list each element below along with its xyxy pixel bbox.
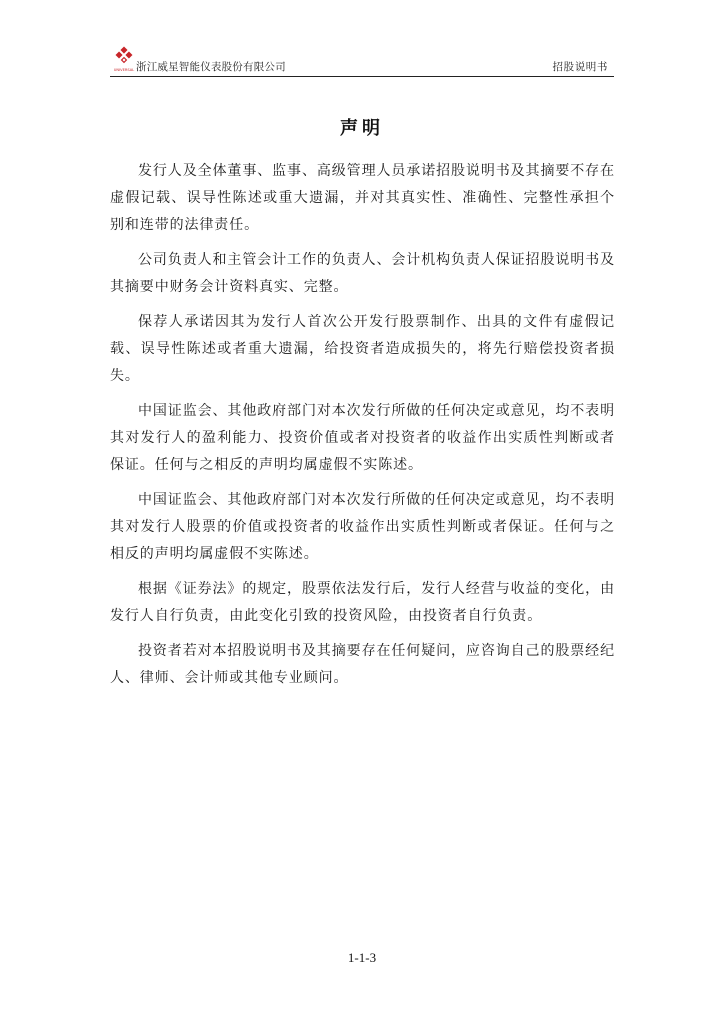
page-header (110, 44, 614, 77)
company-name: 浙江威星智能仪表股份有限公司 (136, 61, 286, 73)
page-number: 1-1-3 (347, 950, 377, 965)
paragraph: 公司负责人和主管会计工作的负责人、会计机构负责人保证招股说明书及其摘要中财务会计资料真实、完整。 (110, 252, 615, 295)
page-title: 声明 (340, 118, 384, 139)
paragraph: 中国证监会、其他政府部门对本次发行所做的任何决定或意见，均不表明其对发行人股票的价值或投资者的收益作出实质性判断或者保证。任何与之相反的声明均属虚假不实陈述。 (110, 492, 615, 562)
company-logo-icon (113, 46, 135, 74)
paragraph: 保荐人承诺因其为发行人首次公开发行股票制作、出具的文件有虚假记载、误导性陈述或者重大遗漏，给投资者造成损失的，将先行赔偿投资者损失。 (110, 314, 615, 384)
paragraph: 发行人及全体董事、监事、高级管理人员承诺招股说明书及其摘要不存在虚假记载、误导性陈述或重大遗漏，并对其真实性、准确性、完整性承担个别和连带的法律责任。 (110, 163, 615, 233)
svg-text:UNIVERSAL: UNIVERSAL (113, 68, 135, 72)
declaration-body (110, 158, 615, 700)
paragraph: 根据《证券法》的规定，股票依法发行后，发行人经营与收益的变化，由发行人自行负责，由此变化引致的投资风险，由投资者自行负责。 (110, 581, 615, 624)
document-type: 招股说明书 (552, 61, 608, 73)
paragraph: 投资者若对本招股说明书及其摘要存在任何疑问，应咨询自己的股票经纪人、律师、会计师或其他专业顾问。 (110, 643, 615, 686)
paragraph: 中国证监会、其他政府部门对本次发行所做的任何决定或意见，均不表明其对发行人的盈利能力、投资价值或者对投资者的收益作出实质性判断或者保证。任何与之相反的声明均属虚假不实陈述。 (110, 403, 615, 473)
